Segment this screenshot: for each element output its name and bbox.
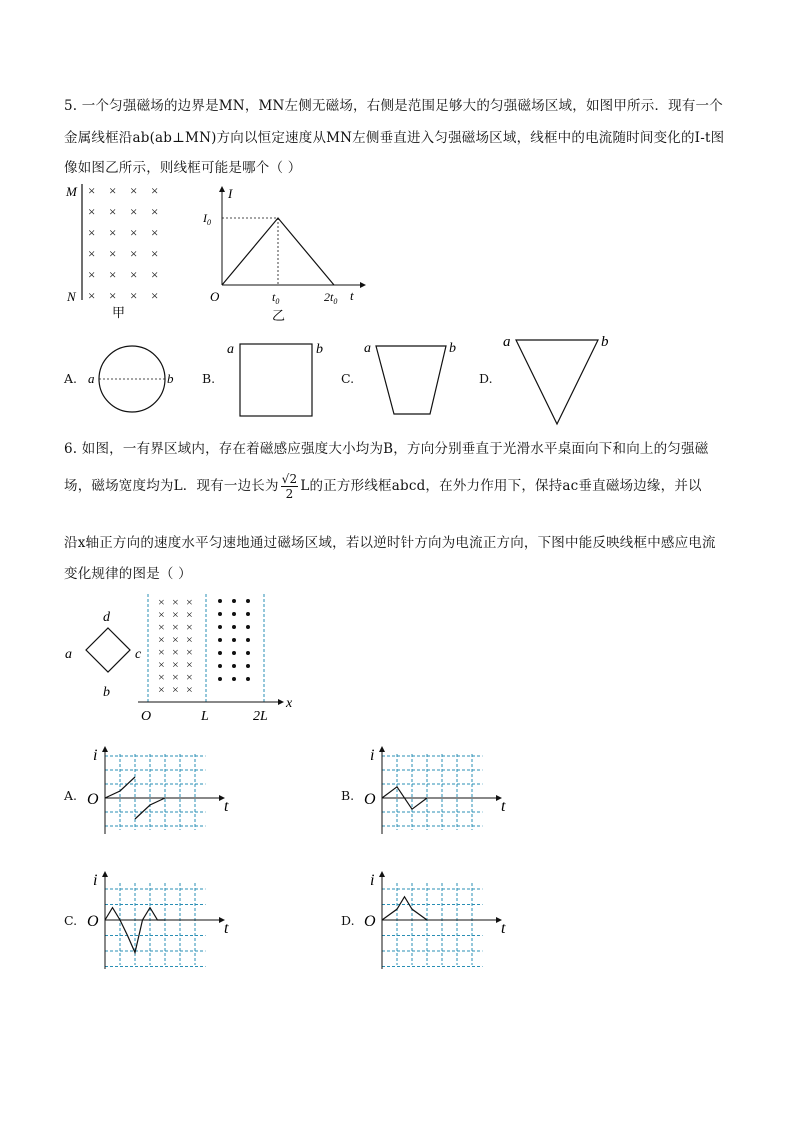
triangle-frame	[516, 340, 598, 424]
current-curve	[382, 897, 427, 920]
i-axis-arrow	[379, 746, 385, 752]
q5-option-B-label[interactable]: B.	[202, 371, 216, 386]
field-dot	[232, 625, 236, 629]
field-dot	[218, 651, 222, 655]
field-cross: ×	[130, 288, 138, 303]
svg-text:a: a	[88, 371, 95, 386]
field-cross: ×	[172, 620, 179, 634]
field-dot	[218, 625, 222, 629]
field-dot	[218, 612, 222, 616]
field-crosses	[88, 183, 158, 303]
svg-text:a: a	[503, 334, 511, 350]
q5-option-C-figure[interactable]	[362, 336, 472, 420]
label-c: c	[135, 647, 142, 662]
dashed-grid	[382, 754, 483, 830]
field-dot	[218, 677, 222, 681]
svg-text:a: a	[364, 341, 371, 356]
field-cross: ×	[158, 645, 165, 659]
q5-option-C-label[interactable]: C.	[341, 371, 355, 386]
origin-label: O	[364, 913, 376, 930]
field-out-dots	[218, 599, 250, 681]
field-dot	[246, 651, 250, 655]
q5-line2: 金属线框沿ab(ab⊥MN)方向以恒定速度从MN左侧垂直进入匀强磁场区域，线框中的电流随时间变化的I-t图	[64, 130, 725, 146]
field-dot	[218, 638, 222, 642]
q6-line3: 沿x轴正方向的速度水平匀速地通过磁场区域，若以逆时针方向为电流正方向，下图中能反映线框中感应电流	[64, 535, 716, 551]
square-loop	[86, 628, 130, 672]
q5-option-D-label[interactable]: D.	[479, 371, 493, 386]
field-cross: ×	[186, 670, 193, 684]
label-N: N	[67, 289, 76, 304]
svg-text:b: b	[167, 371, 174, 386]
q6-option-D-graph[interactable]	[362, 865, 522, 970]
tick-L: L	[201, 709, 209, 724]
svg-text:b: b	[601, 334, 609, 350]
field-cross: ×	[109, 183, 117, 198]
origin-O: O	[141, 709, 152, 724]
field-dot	[246, 612, 250, 616]
label-d: d	[103, 610, 110, 625]
tick-2t0: $2t_0$	[324, 290, 338, 306]
q6-option-B-graph[interactable]	[362, 740, 522, 835]
axis-i-label: i	[370, 872, 375, 889]
field-cross: ×	[151, 267, 159, 282]
q6-option-D-label[interactable]: D.	[341, 913, 355, 928]
field-dot	[232, 612, 236, 616]
field-cross: ×	[186, 645, 193, 659]
caption-jia: 甲	[112, 306, 126, 320]
q6-line2: 场，磁场宽度均为L．现有一边长为 $\frac{√2}{2}$ L的正方形线框abcd，在外力作用下，保持ac垂直磁场边缘，并以	[64, 472, 702, 501]
field-cross: ×	[172, 670, 179, 684]
field-cross: ×	[158, 670, 165, 684]
svg-text:b: b	[316, 342, 323, 357]
q5-text-1: 一个匀强磁场的边界是MN，MN左侧无磁场，右侧是范围足够大的匀强磁场区域，如图甲所示．现有一个	[81, 98, 723, 114]
field-cross: ×	[186, 607, 193, 622]
field-cross: ×	[172, 657, 179, 672]
field-dot	[246, 599, 250, 603]
axis-t-label: t	[501, 798, 506, 815]
q6-option-C-graph[interactable]	[85, 865, 245, 970]
field-dot	[246, 677, 250, 681]
q5-option-A-figure[interactable]	[84, 340, 184, 420]
field-cross: ×	[172, 682, 179, 697]
field-cross: ×	[130, 183, 138, 198]
field-dot	[232, 599, 236, 603]
q5-line1	[64, 94, 723, 114]
field-dot	[232, 638, 236, 642]
q6-option-C-label[interactable]: C.	[64, 913, 78, 928]
tick-t0: $t_0$	[272, 290, 280, 306]
field-in-crosses	[158, 595, 193, 697]
tick-I0: $I_0$	[203, 211, 211, 227]
field-cross: ×	[158, 632, 165, 647]
field-cross: ×	[186, 682, 193, 697]
origin-label: O	[364, 791, 376, 808]
axis-I: I	[228, 186, 233, 201]
q6-option-A-graph[interactable]	[85, 740, 245, 835]
axis-t: t	[350, 288, 354, 303]
field-cross: ×	[158, 620, 165, 634]
label-M: M	[66, 184, 77, 199]
q6-text-1: 如图，一有界区域内，存在着磁感应强度大小均为B，方向分别垂直于光滑水平桌面向下和向上的匀强磁	[81, 441, 709, 457]
field-cross: ×	[172, 645, 179, 659]
field-cross: ×	[151, 204, 159, 219]
field-cross: ×	[151, 288, 159, 303]
trapezoid-frame	[376, 346, 446, 414]
field-dot	[232, 651, 236, 655]
field-dot	[232, 677, 236, 681]
fig-yi	[200, 180, 370, 325]
axis-i-label: i	[93, 872, 98, 889]
field-dot	[232, 664, 236, 668]
field-cross: ×	[109, 204, 117, 219]
field-cross: ×	[186, 657, 193, 672]
axis-t-label: t	[224, 798, 229, 815]
q6-line4: 变化规律的图是（ ）	[64, 566, 192, 582]
origin-label: O	[87, 913, 99, 930]
axis-t-label: t	[501, 920, 506, 937]
q6-field-figure	[60, 590, 300, 725]
q5-line3: 像如图乙所示，则线框可能是哪个（ ）	[64, 160, 302, 176]
tick-2L: 2L	[253, 709, 268, 724]
dashed-grid	[105, 754, 206, 830]
q6-number: 6.	[64, 441, 78, 457]
axis-i-label: i	[93, 747, 98, 764]
field-dot	[218, 599, 222, 603]
svg-text:b: b	[449, 341, 456, 356]
caption-yi: 乙	[272, 309, 286, 324]
i-axis-arrow	[379, 871, 385, 877]
field-cross: ×	[158, 657, 165, 672]
field-cross: ×	[88, 246, 96, 261]
field-cross: ×	[109, 225, 117, 240]
i-axis-arrow	[102, 746, 108, 752]
field-cross: ×	[130, 225, 138, 240]
field-cross: ×	[186, 620, 193, 634]
field-dot	[246, 625, 250, 629]
q5-option-A-label[interactable]: A.	[64, 371, 78, 386]
field-cross: ×	[130, 246, 138, 261]
q6-line1	[64, 437, 708, 457]
field-cross: ×	[172, 632, 179, 647]
q5-number: 5.	[64, 98, 78, 114]
q5-option-D-figure[interactable]	[500, 330, 620, 430]
label-b: b	[103, 685, 110, 700]
field-cross: ×	[130, 267, 138, 282]
field-cross: ×	[186, 595, 193, 609]
axis-x: x	[286, 696, 293, 711]
fraction-sqrt2-over-2: $\frac{√2}{2}$	[281, 472, 298, 501]
field-cross: ×	[88, 267, 96, 282]
axis-t-label: t	[224, 920, 229, 937]
dashed-grid	[105, 883, 206, 967]
field-cross: ×	[130, 204, 138, 219]
field-cross: ×	[88, 225, 96, 240]
field-cross: ×	[186, 632, 193, 647]
field-cross: ×	[109, 288, 117, 303]
field-cross: ×	[109, 267, 117, 282]
field-dot	[218, 664, 222, 668]
i-axis-arrow	[102, 871, 108, 877]
svg-text:a: a	[227, 342, 234, 357]
field-cross: ×	[88, 288, 96, 303]
dashed-grid	[382, 883, 483, 967]
field-cross: ×	[151, 225, 159, 240]
field-cross: ×	[109, 246, 117, 261]
field-cross: ×	[88, 204, 96, 219]
q6-option-A-label[interactable]: A.	[64, 788, 78, 803]
field-cross: ×	[172, 607, 179, 622]
field-cross: ×	[158, 595, 165, 609]
square-frame	[240, 344, 312, 416]
field-cross: ×	[172, 595, 179, 609]
field-cross: ×	[88, 183, 96, 198]
label-a: a	[65, 647, 72, 662]
fig-jia	[62, 180, 172, 320]
field-cross: ×	[158, 607, 165, 622]
field-dot	[246, 638, 250, 642]
field-cross: ×	[158, 682, 165, 697]
field-cross: ×	[151, 183, 159, 198]
field-cross: ×	[151, 246, 159, 261]
field-dot	[246, 664, 250, 668]
axis-i-label: i	[370, 747, 375, 764]
origin-O: O	[210, 289, 220, 304]
q6-option-B-label[interactable]: B.	[341, 788, 355, 803]
q5-option-B-figure[interactable]	[224, 336, 334, 420]
origin-label: O	[87, 791, 99, 808]
